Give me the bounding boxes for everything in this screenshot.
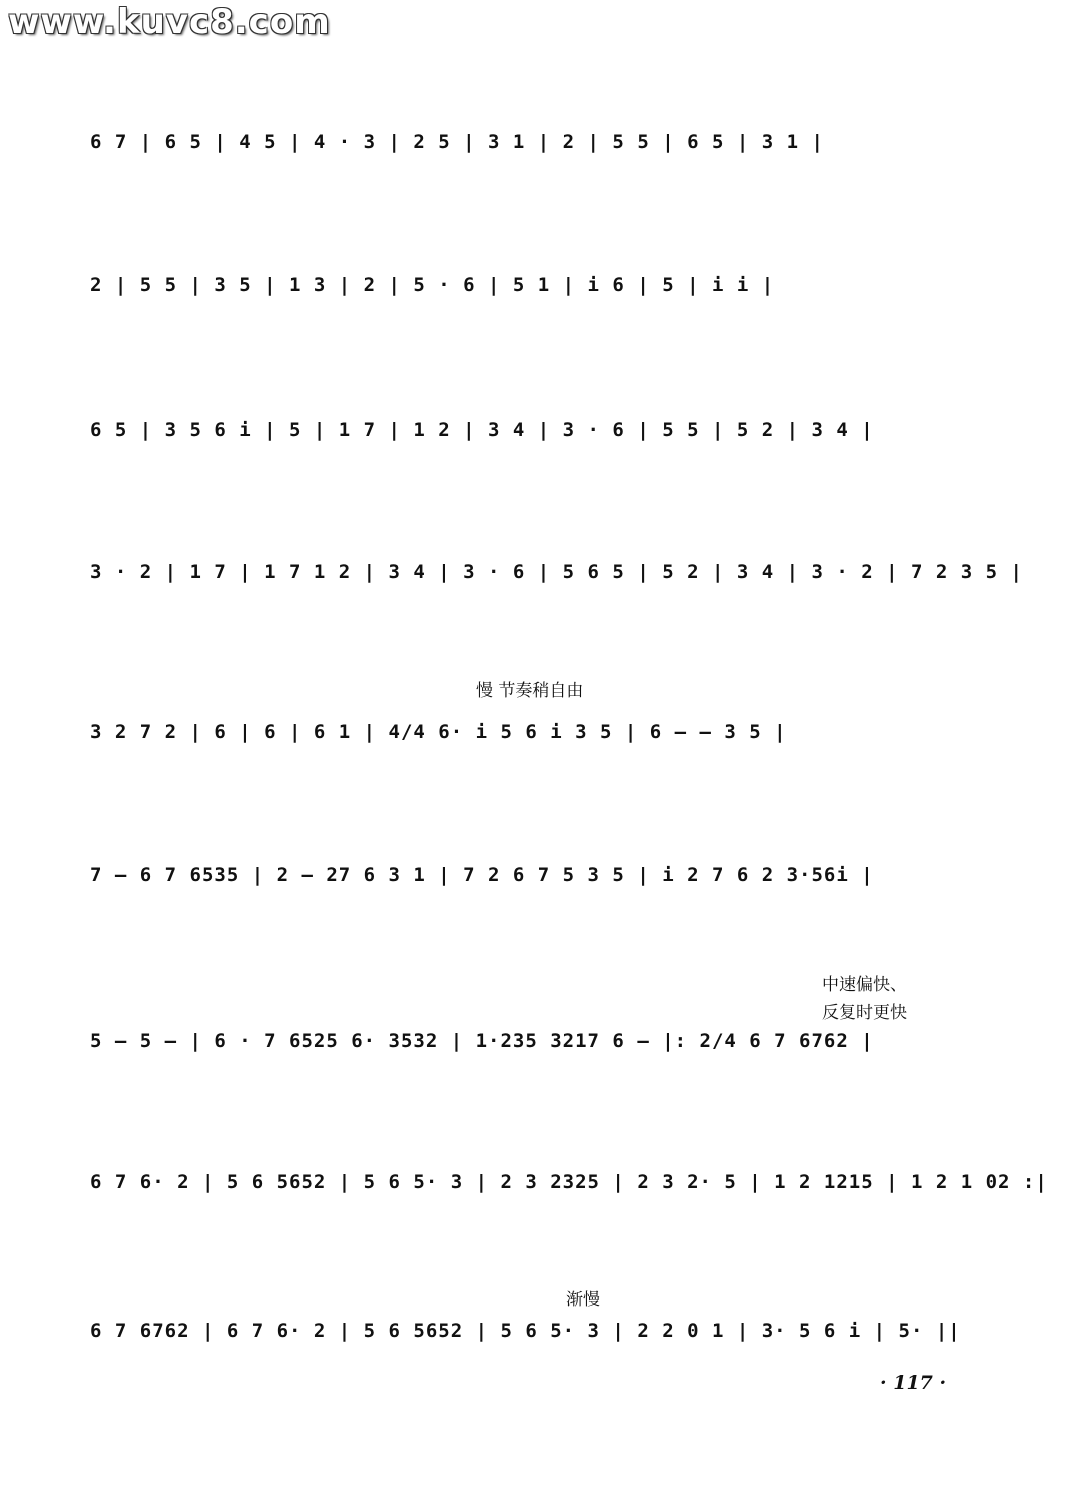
tempo-marking-fast-1: 中速偏快、 <box>822 975 907 995</box>
tempo-marking-slow: 慢 节奏稍自由 <box>476 681 584 701</box>
notation-line-5: 3 2 7 2 | 6 | 6 | 6 1 | 4/4 6· i 5 6 i 3 5 | 6 – – 3 5 | <box>90 721 787 743</box>
page-number: · 117 · <box>880 1372 947 1394</box>
watermark: www.kuvc8.com <box>8 2 331 42</box>
notation-line-8: 6 7 6· 2 | 5 6 5652 | 5 6 5· 3 | 2 3 2325 | 2 3 2· 5 | 1 2 1215 | 1 2 1 02 :| <box>90 1171 1048 1193</box>
notation-line-7: 5 – 5 – | 6 · 7 6525 6· 3532 | 1·235 3217 6 – |: 2/4 6 7 6762 | <box>90 1030 874 1052</box>
notation-line-4: 3 · 2 | 1 7 | 1 7 1 2 | 3 4 | 3 · 6 | 5 6 5 | 5 2 | 3 4 | 3 · 2 | 7 2 3 5 | <box>90 561 1023 583</box>
tempo-marking-ritardando: 渐慢 <box>566 1290 600 1310</box>
tempo-marking-fast-2: 反复时更快 <box>822 1003 907 1023</box>
notation-line-6: 7 – 6 7 6535 | 2 – 27 6 3 1 | 7 2 6 7 5 3 5 | i 2 7 6 2 3·56i | <box>90 864 874 886</box>
notation-line-2: 2 | 5 5 | 3 5 | 1 3 | 2 | 5 · 6 | 5 1 | i 6 | 5 | i i | <box>90 274 775 296</box>
notation-line-9: 6 7 6762 | 6 7 6· 2 | 5 6 5652 | 5 6 5· 3 | 2 2 0 1 | 3· 5 6 i | 5· || <box>90 1320 961 1342</box>
notation-line-3: 6 5 | 3 5 6 i | 5 | 1 7 | 1 2 | 3 4 | 3 · 6 | 5 5 | 5 2 | 3 4 | <box>90 419 874 441</box>
notation-line-1: 6 7 | 6 5 | 4 5 | 4 · 3 | 2 5 | 3 1 | 2 | 5 5 | 6 5 | 3 1 | <box>90 131 824 153</box>
